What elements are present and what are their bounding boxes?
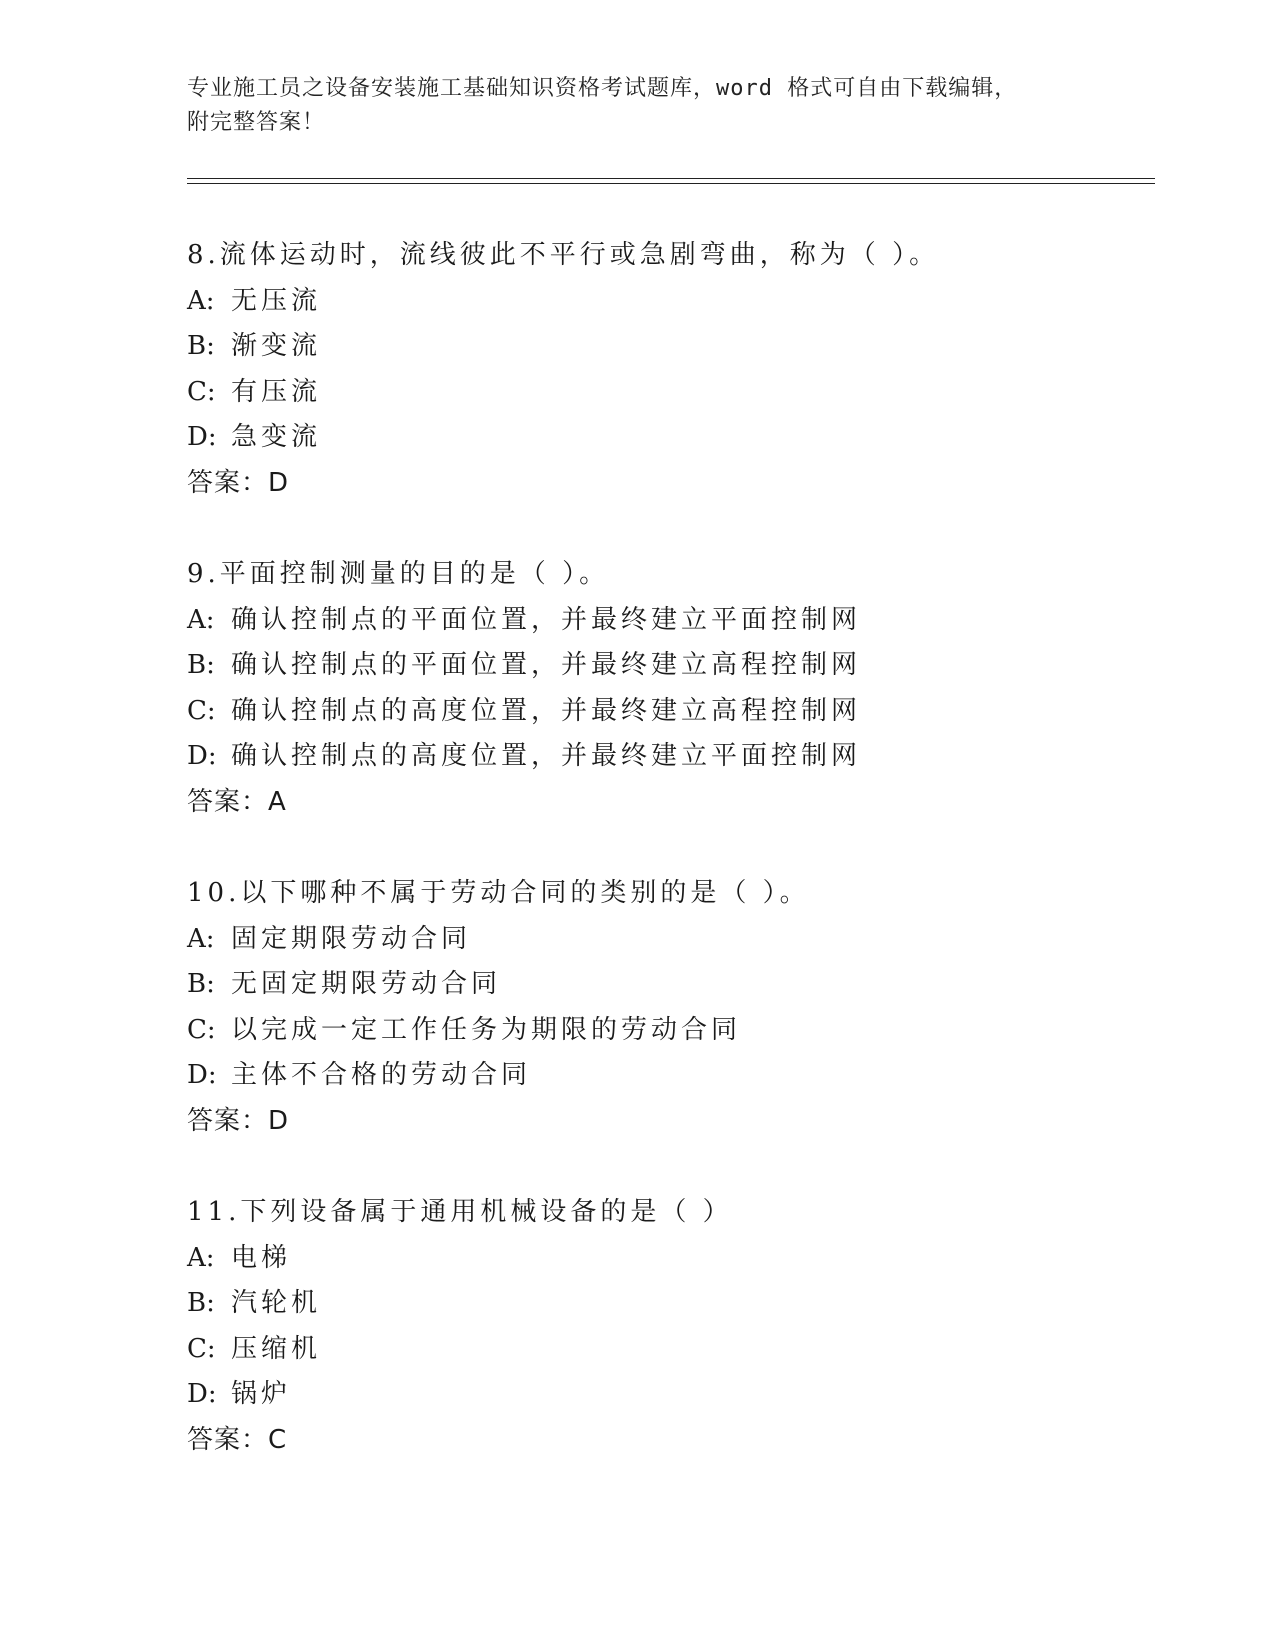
option-c xyxy=(187,1327,1137,1373)
option-a xyxy=(187,1236,1137,1282)
option-text: 电梯 xyxy=(231,1242,292,1273)
question-stem: 10.以下哪种不属于劳动合同的类别的是（ ）。 xyxy=(187,878,810,908)
option-text: 确认控制点的平面位置，并最终建立平面控制网 xyxy=(231,604,862,635)
option-letter: A: xyxy=(187,923,215,954)
answer-line: 答案：D xyxy=(187,467,290,498)
option-letter: B: xyxy=(187,331,215,361)
option-letter: D: xyxy=(187,1060,217,1090)
option-text: 汽轮机 xyxy=(231,1288,322,1318)
question-block xyxy=(187,552,1137,825)
option-letter: A: xyxy=(187,285,215,316)
document-header xyxy=(187,72,1087,140)
option-d xyxy=(187,415,1137,461)
option-text: 固定期限劳动合同 xyxy=(231,923,472,954)
header-divider-bottom xyxy=(187,183,1155,184)
option-b xyxy=(187,324,1137,370)
option-b xyxy=(187,1281,1137,1327)
option-text: 确认控制点的高度位置，并最终建立平面控制网 xyxy=(231,741,862,771)
option-letter: A: xyxy=(187,604,215,635)
question-stem: 11.下列设备属于通用机械设备的是（ ） xyxy=(187,1197,733,1227)
option-letter: B: xyxy=(187,1288,215,1318)
option-a xyxy=(187,279,1137,325)
option-letter: B: xyxy=(187,650,215,680)
option-b xyxy=(187,643,1137,689)
option-text: 锅炉 xyxy=(231,1379,292,1409)
header-divider-top xyxy=(187,178,1155,179)
option-letter: C: xyxy=(187,1333,216,1364)
option-letter: C: xyxy=(187,376,216,407)
answer-line: 答案：C xyxy=(187,1424,288,1455)
option-text: 确认控制点的高度位置，并最终建立高程控制网 xyxy=(231,695,862,726)
option-text: 主体不合格的劳动合同 xyxy=(231,1060,532,1090)
option-letter: D: xyxy=(187,1379,217,1409)
header-line-2: 附完整答案！ xyxy=(187,110,326,135)
option-a xyxy=(187,598,1137,644)
option-b xyxy=(187,962,1137,1008)
option-c xyxy=(187,689,1137,735)
option-letter: D: xyxy=(187,422,217,452)
answer-line: 答案：A xyxy=(187,786,287,817)
option-text: 急变流 xyxy=(231,422,322,452)
option-text: 以完成一定工作任务为期限的劳动合同 xyxy=(231,1014,742,1045)
option-d xyxy=(187,1372,1137,1418)
option-text: 有压流 xyxy=(231,376,322,407)
question-block xyxy=(187,871,1137,1144)
option-c xyxy=(187,370,1137,416)
option-text: 渐变流 xyxy=(231,331,322,361)
question-stem: 9.平面控制测量的目的是（ ）。 xyxy=(187,559,610,589)
option-text: 无固定期限劳动合同 xyxy=(231,969,502,999)
option-text: 压缩机 xyxy=(231,1333,322,1364)
header-line-1: 专业施工员之设备安装施工基础知识资格考试题库，word 格式可自由下载编辑， xyxy=(187,76,1018,101)
option-letter: C: xyxy=(187,695,216,726)
option-d xyxy=(187,1053,1137,1099)
option-text: 无压流 xyxy=(231,285,322,316)
option-letter: D: xyxy=(187,741,217,771)
answer-line: 答案：D xyxy=(187,1105,290,1136)
option-d xyxy=(187,734,1137,780)
question-block xyxy=(187,1190,1137,1463)
option-letter: A: xyxy=(187,1242,215,1273)
question-stem: 8.流体运动时，流线彼此不平行或急剧弯曲，称为（ ）。 xyxy=(187,240,940,270)
option-c xyxy=(187,1008,1137,1054)
option-letter: B: xyxy=(187,969,215,999)
option-letter: C: xyxy=(187,1014,216,1045)
question-block xyxy=(187,233,1137,506)
option-text: 确认控制点的平面位置，并最终建立高程控制网 xyxy=(231,650,862,680)
option-a xyxy=(187,917,1137,963)
